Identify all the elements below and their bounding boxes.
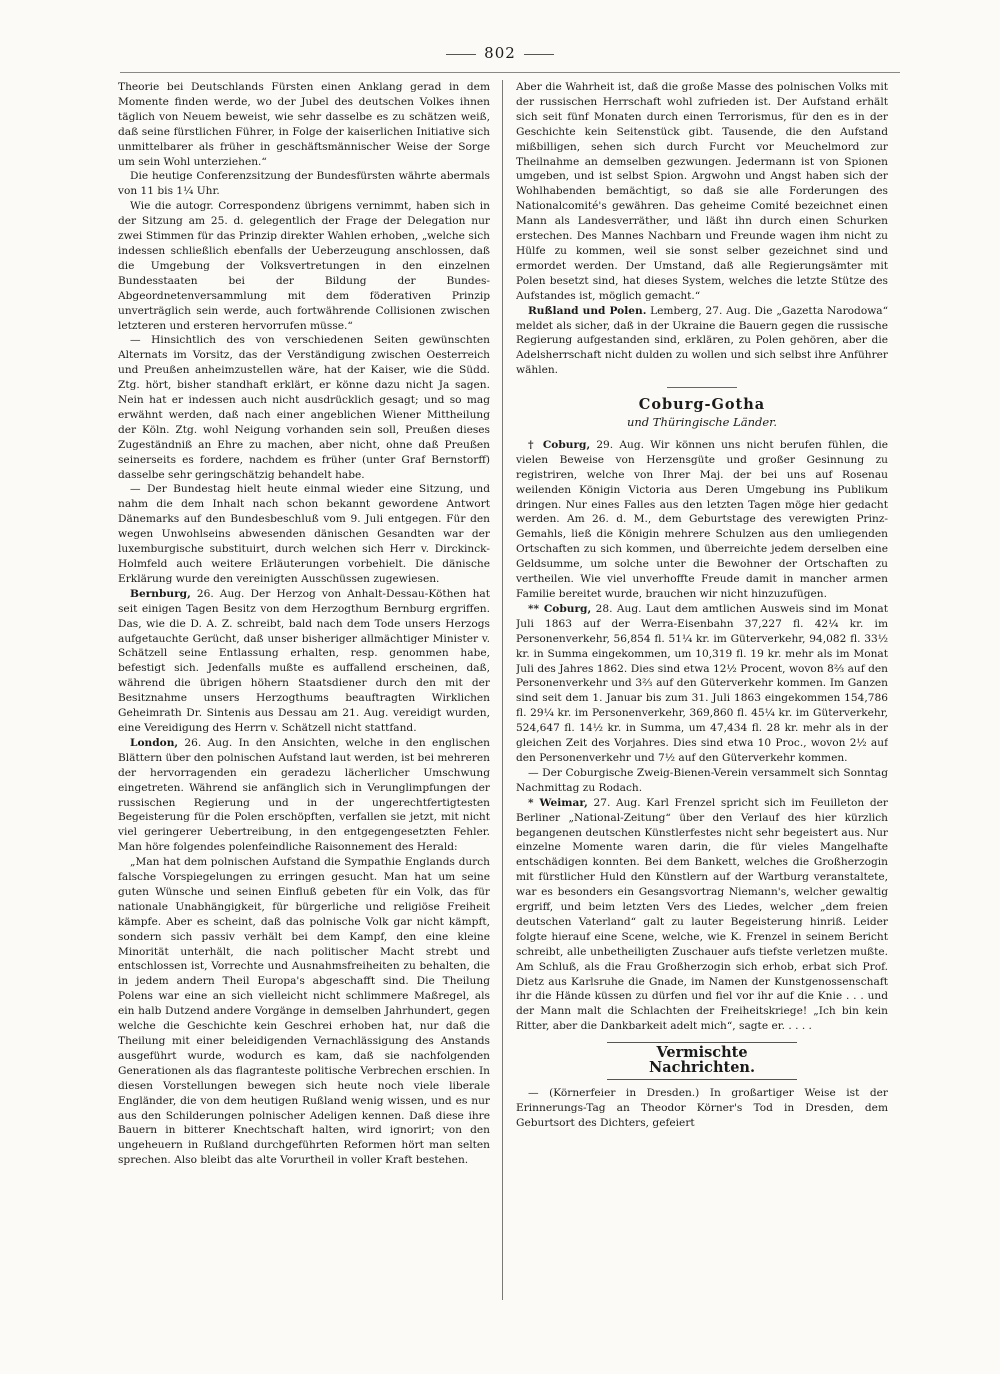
right-column-top (516, 80, 888, 378)
article-paragraph: — Der Coburgische Zweig-Bienen-Verein versammelt sich Sonntag Nachmittag zu Rodach. (516, 766, 888, 794)
article-paragraph: Wie die autogr. Correspondenz übrigens vernimmt, haben sich in der Sitzung am 25. d. gelegentlich der Frage der Delegation nur zwei Stimmen für das Prinzip direkter Wahlen erhoben, „welche sich indessen schließlich ebenfalls der Ueberzeugung anschlossen, daß die Umgebung der Volksvertretungen in den einzelnen Bundesstaaten bei der Bildung der Bundes-Abgeordnetenversammlung mit dem föderativen Prinzip unverträglich sein werde, auch fortwährende Collisionen zwischen letzteren und ersteren hervorrufen müsse.“ (118, 200, 490, 332)
section-heading-coburg: Coburg-Gotha (638, 396, 766, 414)
right-column-mid (516, 438, 888, 1034)
section-heading-misc: Vermischte Nachrichten. (607, 1042, 797, 1080)
paragraph-text: 26. Aug. Der Herzog von Anhalt-Dessau-Köthen hat seit einigen Tagen Besitz von dem Herzogthum Bernburg ergriffen. Das, wie die D. A. Z. schreibt, bald nach dem Tode unsers Herzogs aufgetauchte Gerücht, daß unser bisheriger allmächtiger Minister v. Schätzell seine Entlassung erhalten, resp. genommen habe, befestigt sich. Jedenfalls mußte es auffallend erscheinen, daß, während die übrigen höhern Staatsdiener durch den mit der Besitznahme unsers Herzogthums beauftragten Wirklichen Geheimrath Dr. Sintenis aus Dessau am 21. Aug. vereidigt wurden, eine Vereidigung des Herrn v. Schätzell nicht stattfand. (118, 587, 490, 734)
article-paragraph: — Hinsichtlich des von verschiedenen Seiten gewünschten Alternats im Vorsitz, das der Verständigung zwischen Oesterreich und Preußen anheimzustellen wäre, hat der Kaiser, wie die Südd. Ztg. hört, bisher standhaft erklärt, er könne dazu nicht Ja sagen. Nein hat er indessen auch nicht ausdrücklich gesagt; und so mag erwähnt werden, daß nach einer angeblichen Wiener Mittheilung der Köln. Ztg. wohl Neigung vorhanden sein soll, Preußen dieses Zugeständniß an Ehre zu machen, aber nicht, ohne daß Preußen seinerseits es fordere, nachdem es früher (unter Graf Bernstorff) dasselbe sehr geringschätzig behandelt habe. (118, 334, 490, 481)
article-paragraph (516, 796, 888, 1035)
left-column (118, 80, 490, 1320)
paragraph-text: 29. Aug. Wir können uns nicht berufen fühlen, die vielen Beweise von Herzensgüte und großer Gesinnung zu registriren, welche von Ihrer Maj. der bei uns auf Rosenau weilenden Königin Victoria aus Deren Umgebung ins Publikum dringen. Nur eines Falles aus den letzten Tagen möge hier gedacht werden. Am 26. d. M., dem Geburtstage des verewigten Prinz-Gemahls, ließ die Königin mehrere Schulzen aus den umliegenden Ortschaften zu sich kommen, und überreichte jedem derselben eine Geldsumme, um solche unter die Bewohner der Ortschaften zu vertheilen. Wie viel unverhoffte Freude damit in mancher armen Familie bereitet wurde, brauchen wir nicht hinzuzufügen. (516, 438, 888, 600)
article-paragraph (516, 438, 888, 602)
article-paragraph: — Der Bundestag hielt heute einmal wieder eine Sitzung, und nahm die dem Inhalt nach schon bekannt gewordene Antwort Dänemarks auf den Bundesbeschluß vom 9. Juli entgegen. Für den wegen Unwohlseins abwesenden dänischen Gesandten war der luxemburgische substituirt, durch welchen sich Herr v. Dirckinck-Holmfeld auch weitere Erläuterungen vorbehielt. Die dänische Erklärung wurde den vereinigten Ausschüssen zugewiesen. (118, 483, 490, 585)
dateline: † Coburg, (528, 438, 591, 451)
paragraph-text: 27. Aug. Karl Frenzel spricht sich im Feuilleton der Berliner „National-Zeitung“ über den Verlauf des hier kürzlich begangenen deutschen Künstlerfestes nicht sehr begeistert aus. Nur einzelne Momente waren darin, die für vieles Mangelhafte entschädigen konnten. Bei dem Bankett, welches die Großherzogin mit fürstlicher Huld den Künstlern auf der Wartburg veranstaltete, war es besonders ein Gesangsvortrag Niemann's, welcher gewaltig ergriff, und beim letzten Vers des Liedes, welcher „dem freien deutschen Vaterland“ galt zu lauter Begeisterung hinriß. Leider folgte hierauf eine Scene, welche, wie K. Frenzel in seinem Bericht schreibt, alle unbetheiligten Zuschauer aufs tiefste verletzen mußte. Am Schluß, als die Frau Großherzogin sich erhob, erbat sich Prof. Dietz aus Karlsruhe die Gnade, im Namen der Kunstgenossenschaft ihr die Hände küssen zu dürfen und fiel vor ihr auf die Knie . . . und der Mann malt die Schlachten der Freiheitskriege! „Ich bin kein Ritter, aber die Dankbarkeit adelt mich“, sagte er. . . . . (516, 796, 888, 1033)
section-subheading-coburg: und Thüringische Länder. (626, 415, 778, 430)
article-paragraph (516, 304, 888, 379)
dateline: London, (130, 736, 179, 749)
dateline: Rußland und Polen. (528, 304, 647, 317)
article-paragraph: Aber die Wahrheit ist, daß die große Masse des polnischen Volks mit der russischen Herrschaft wohl zufrieden ist. Der Aufstand erhält sich seit fünf Monaten durch einen Terrorismus, für den es in der Geschichte kein Seitenstück gibt. Tausende, die den Aufstand mißbilligen, sehen sich durch Furcht vor Meuchelmord zur Theilnahme an demselben gezwungen. Jedermann ist von Spionen umgeben, und ist selbst Spion. Argwohn und Angst haben sich der Wohlhabenden bemächtigt, so daß sie alle Forderungen des Nationalcomité's gewähren. Das geheime Comité bezeichnet einen Mann als Landesverräther, und läßt ihn durch einen Schurken erstechen. Des Mannes Nachbarn und Freunde wagen ihm nicht zu Hülfe zu kommen, weil sie sonst selber gezeichnet sind und ermordet werden. Der Umstand, daß alle Regierungsämter mit Polen besetzt sind, hat dieses System, welches die letzte Stütze des Aufstandes ist, möglich gemacht.“ (516, 81, 888, 302)
right-column (516, 80, 888, 1320)
article-paragraph (118, 587, 490, 736)
article-paragraph: — (Körnerfeier in Dresden.) In großartiger Weise ist der Erinnerungs-Tag an Theodor Körner's Tod in Dresden, dem Geburtsort des Dichters, gefeiert (516, 1087, 888, 1129)
dateline: Bernburg, (130, 587, 191, 600)
header-rule (120, 72, 900, 73)
article-paragraph: Theorie bei Deutschlands Fürsten einen Anklang gerad in dem Momente finden werde, wo der Jubel des deutschen Volkes ihnen täglich von Neuem beweist, wie sehr dasselbe es zu schätzen weiß, daß seine fürstlichen Führer, in Folge der kaiserlichen Initiative sich unmittelbarer als früher in geschäftsmännischer Weise der Sorge um sein Wohl unterziehen.“ (118, 81, 490, 168)
section-separator (667, 387, 737, 388)
dateline: * Weimar, (528, 796, 588, 809)
page-number: 802 (0, 44, 1000, 62)
paragraph-text: 26. Aug. In den Ansichten, welche in den englischen Blättern über den polnischen Aufstand laut werden, ist bei mehreren der hervorragenden ein geradezu lächerlicher Umschwung eingetreten. Während sie anfänglich sich in Verunglimpfungen der russischen Regierung und in der ungerechtfertigtesten Begeisterung für die Polen erschöpften, verfallen sie jetzt, mit nicht viel geringerer Uebertreibung, in den entgegengesetzten Fehler. Man höre folgendes polenfeindliche Raisonnement des Herald: (118, 736, 490, 854)
column-divider (502, 80, 503, 1300)
paragraph-text: Lemberg, 27. Aug. Die „Gazetta Narodowa“ meldet als sicher, daß in der Ukraine die Bauern gegen die russische Regierung aufgestanden sind, erklären, zu Polen gehören, aber die Adelsherrschaft nicht dulden zu wollen und sich selbst ihre Anführer wählen. (516, 304, 888, 377)
paragraph-text: 28. Aug. Laut dem amtlichen Ausweis sind im Monat Juli 1863 auf der Werra-Eisenbahn 37,227 fl. 42¼ kr. im Personenverkehr, 56,854 fl. 51¼ kr. im Güterverkehr, 94,082 fl. 33½ kr. in Summa eingekommen, um 10,319 fl. 19 kr. mehr als im Monat Juli des Jahres 1862. Dies sind etwa 12½ Procent, wovon 8⅔ auf den Personenverkehr und 3⅔ auf den Güterverkehr kommen. Im Ganzen sind seit dem 1. Januar bis zum 31. Juli 1863 eingekommen 154,786 fl. 29¼ kr. im Personenverkehr, 369,860 fl. 45¼ kr. im Güterverkehr, 524,647 fl. 14½ kr. in Summa, um 47,434 fl. 28 kr. mehr als in der gleichen Zeit des Vorjahres. Dies sind etwa 10 Proc., wovon 2½ auf den Personenverkehr und 7½ auf den Güterverkehr kommen. (516, 602, 888, 764)
dateline: ** Coburg, (528, 602, 592, 615)
article-paragraph: „Man hat dem polnischen Aufstand die Sympathie Englands durch falsche Vorspiegelungen zu erringen gesucht. Man hat um seine guten Wünsche und seinen Einfluß gebeten für ein Volk, das für nationale Unabhängigkeit, für bürgerliche und religiöse Freiheit kämpfe. Aber es scheint, daß das polnische Volk gar nicht kämpft, sondern sich passiv verhält bei dem Kampf, den eine kleine Minorität unterhält, die nach politischer Macht strebt und entschlossen ist, Vorrechte und Ausnahmsfreiheiten zu behalten, die in jedem andern Theil Europa's abgeschafft sind. Die Theilung Polens war eine an sich vielleicht nicht schlimmere Maßregel, als ein halb Dutzend andere Vorgänge in demselben Jahrhundert, gegen welche die Geschichte kein Geschrei erhoben hat, nur daß die Theilung mit einer beleidigenden Vernachlässigung des Anstands ausgeführt wurde, wodurch es kam, daß sie nachfolgenden Generationen als das flagranteste politische Verbrechen erschien. In diesen Vorstellungen bewegen sich heute noch viele liberale Engländer, die von dem heutigen Rußland wenig wissen, und es nur aus den Schilderungen polnischer Adeligen kennen. Daß diese ihre Bauern in bitterer Knechtschaft halten, wird ignorirt; von den ungeheuern in Rußland durchgeführten Reformen hört man selten sprechen. Also bleibt das alte Vorurtheil in voller Kraft bestehen. (118, 856, 490, 1167)
article-paragraph: Die heutige Conferenzsitzung der Bundesfürsten währte abermals von 11 bis 1¼ Uhr. (118, 170, 490, 198)
article-paragraph (516, 602, 888, 766)
article-paragraph (118, 736, 490, 855)
right-column-bottom (516, 1086, 888, 1131)
